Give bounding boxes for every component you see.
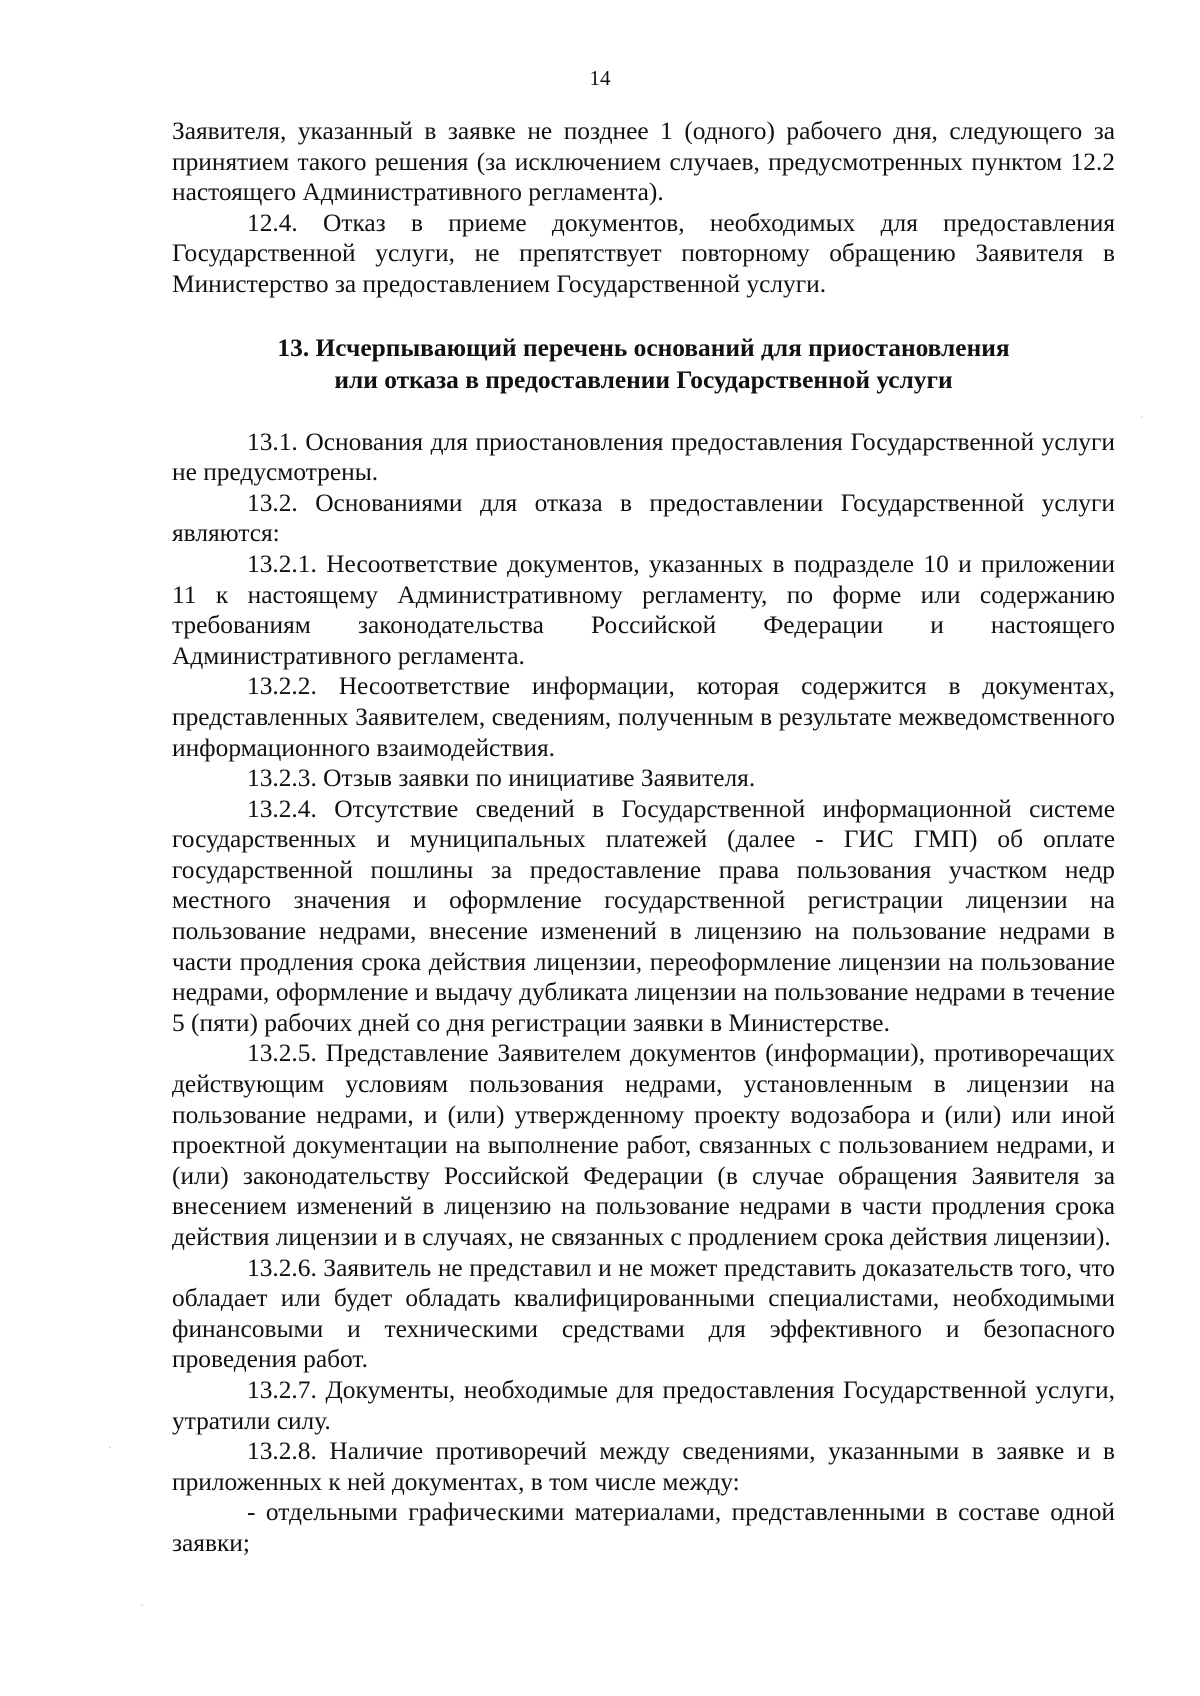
paragraph-13-2-3: 13.2.3. Отзыв заявки по инициативе Заявителя. — [247, 764, 756, 793]
paragraph-13-2-5: 13.2.5. Представление Заявителем документов (информации), противоречащих действующим условиям пользования недрами, установленным в лицензии на пользование недрами, и (или) утвержденному проекту водозабора и (или) или иной проектной документации на выполнение работ, связанных с пользованием недрами, и (или) законодательству Российской Федерации (в случае обращения Заявителя за внесением изменений в лицензию на пользование недрами в части продления срока действия лицензии и в случаях, не связанных с продлением срока действия лицензии). — [172, 1039, 1115, 1251]
paragraph-13-1: 13.1. Основания для приостановления предоставления Государственной услуги не предусмотрены. — [172, 427, 1115, 487]
paragraph-13-2-8: 13.2.8. Наличие противоречий между сведениями, указанными в заявке и в приложенных к ней документах, в том числе между: — [172, 1437, 1115, 1496]
paragraph-13-2: 13.2. Основаниями для отказа в предоставлении Государственной услуги являются: — [172, 488, 1115, 548]
list-item-graphic-materials: - отдельными графическими материалами, представленными в составе одной заявки; — [172, 1498, 1115, 1557]
paragraph-12-4: 12.4. Отказ в приеме документов, необходимых для предоставления Государственной услуги, не препятствует повторному обращению Заявителя в Министерство за предоставлением Государственной услуги. — [172, 208, 1115, 298]
section-heading-line-1: 13. Исчерпывающий перечень оснований для приостановления — [277, 333, 1010, 362]
paragraph-13-2-4: 13.2.4. Отсутствие сведений в Государственной информационной системе государственных и муниципальных платежей (далее - ГИС ГМП) об оплате государственной пошлины за предоставление права пользования участком недр местного значения и оформление государственной регистрации лицензии на пользование недрами, внесение изменений в лицензию на пользование недрами в части продления срока действия лицензии, переоформление лицензии на пользование недрами, оформление и выдачу дубликата лицензии на пользование недрами в течение 5 (пяти) рабочих дней со дня регистрации заявки в Министерстве. — [172, 794, 1115, 1037]
section-heading-line-2: или отказа в предоставлении Государственной услуги — [334, 365, 953, 394]
paragraph-13-2-7: 13.2.7. Документы, необходимые для предоставления Государственной услуги, утратили силу. — [172, 1375, 1115, 1435]
paragraph-continuation: Заявителя, указанный в заявке не позднее 1 (одного) рабочего дня, следующего за принятием такого решения (за исключением случаев, предусмотренных пунктом 12.2 настоящего Административного регламента). — [172, 117, 1115, 207]
page-number: 14 — [589, 66, 611, 90]
paragraph-13-2-2: 13.2.2. Несоответствие информации, которая содержится в документах, представленных Заявителем, сведениям, полученным в результате межведомственного информационного взаимодействия. — [172, 672, 1115, 762]
paragraph-13-2-1: 13.2.1. Несоответствие документов, указанных в подразделе 10 и приложении 11 к настоящему Административному регламенту, по форме или содержанию требованиям законодательства Российской Федерации и настоящего Административного регламента. — [172, 549, 1115, 670]
document-body — [172, 116, 1115, 1559]
scan-speck: · — [140, 1598, 144, 1612]
scan-speck: · — [108, 1440, 112, 1454]
scan-speck: · — [1140, 410, 1144, 424]
section-heading-13 — [172, 332, 1115, 396]
paragraph-13-2-6: 13.2.6. Заявитель не представил и не может представить доказательств того, что обладает или будет обладать квалифицированными специалистами, необходимыми финансовыми и техническими средствами для эффективного и безопасного проведения работ. — [172, 1253, 1115, 1374]
